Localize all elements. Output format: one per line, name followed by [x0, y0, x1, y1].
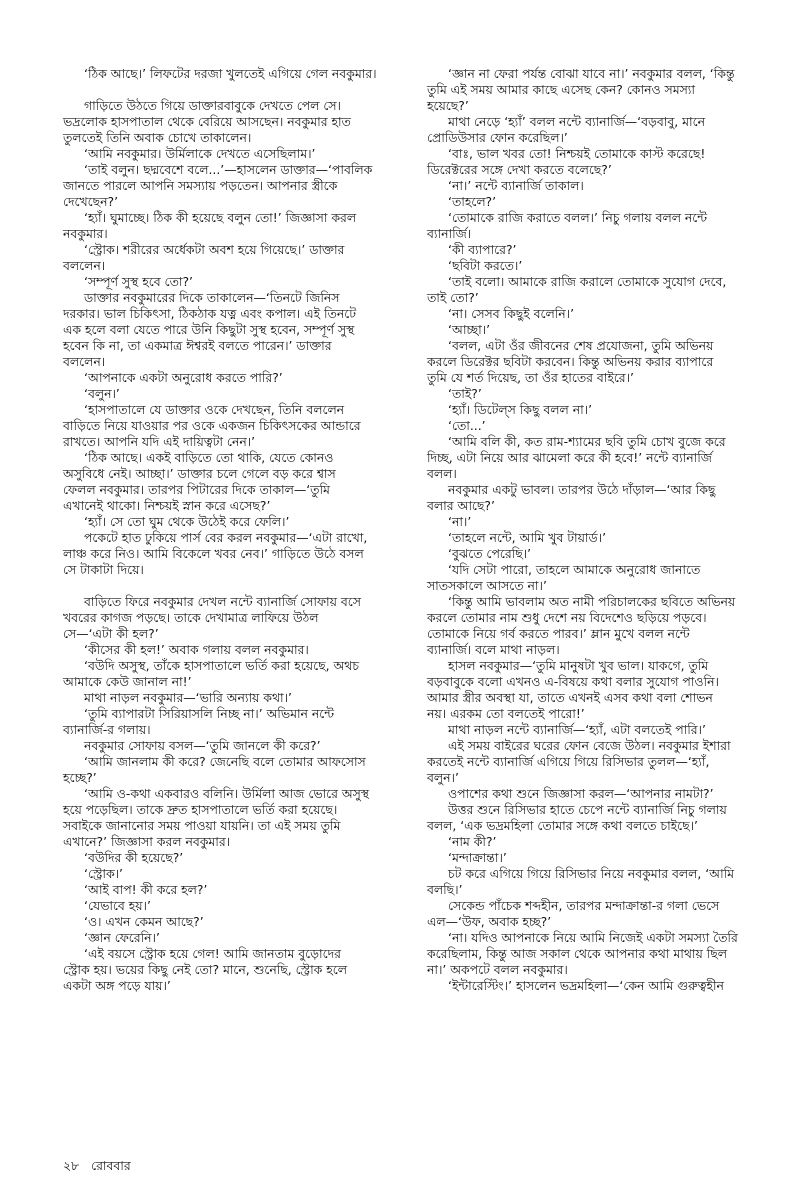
paragraph: ‘এই বয়সে স্ট্রোক হয়ে গেল! আমি জানতাম বুড়োদের স্ট্রোক হয়। ভয়ের কিছু নেই তো? মানে, শুনেছি, স্ট্রোক হলে একটা অঙ্গ পড়ে যায়।’ — [63, 946, 348, 993]
paragraph: ‘তাই?’ — [448, 386, 482, 401]
paragraph: ‘কী ব্যাপারে?’ — [448, 242, 517, 257]
paragraph: ‘হ্যাঁ। সে তো ঘুম থেকে উঠেই করে ফেলি।’ — [84, 514, 290, 529]
page-number: ২৮ — [63, 1158, 80, 1173]
paragraph: ডাক্তার নবকুমারের দিকে তাকালেন—‘তিনটে জিনিস দরকার। ভাল চিকিৎসা, ঠিকঠাক যত্ন এবং কপাল। এই তিনটে এক হলে বলা যেতে পারে উনি কিছুটা সুস্থ হবেন, সম্পূর্ণ সুস্থ হবেন কি না, তা একমাত্র ঈশ্বরই বলতে পারেন।’ ডাক্তার বললেন। — [63, 290, 356, 369]
paragraph: পকেটে হাত ঢুকিয়ে পার্স বের করল নবকুমার—‘এটা রাখো, লাঞ্চ করে নিও। আমি বিকেলে খবর নেব।’ গাড়িতে উঠে বসল সে টাকাটা দিয়ে। — [63, 530, 368, 577]
paragraph: ‘তো...’ — [448, 418, 486, 433]
paragraph: ‘সম্পূর্ণ সুস্থ হবে তো?’ — [84, 274, 193, 289]
paragraph: ‘হ্যাঁ। ঘুমাচ্ছে। ঠিক কী হয়েছে বলুন তো!’ জিজ্ঞাসা করল নবকুমার। — [63, 210, 357, 241]
magazine-name: রোববার — [91, 1158, 131, 1173]
paragraph: গাড়িতে উঠতে গিয়ে ডাক্তারবাবুকে দেখতে পেল সে। ভদ্রলোক হাসপাতাল থেকে বেরিয়ে আসছেন। নবকুমার হাত তুলতেই তিনি অবাক চোখে তাকালেন। — [63, 98, 351, 145]
paragraph: ‘হাসপাতালে যে ডাক্তার ওকে দেখছেন, তিনি বললেন বাড়িতে নিয়ে যাওয়ার পর ওকে একজন চিকিৎসকের আন্ডারে রাখতে। আপনি যদি এই দায়িত্বটা নেন।’ — [63, 402, 361, 449]
paragraph: ‘মন্দাক্রান্তা।’ — [448, 850, 507, 865]
paragraph: ‘না।’ নন্টে ব্যানার্জি তাকাল। — [448, 178, 584, 193]
paragraph: ‘তাই বলো। আমাকে রাজি করালে তোমাকে সুযোগ দেবে, তাই তো?’ — [427, 274, 727, 305]
paragraph: নবকুমার সোফায় বসল—‘তুমি জানলে কী করে?’ — [84, 738, 321, 753]
paragraph: ‘ও। এখন কেমন আছে?’ — [84, 914, 204, 929]
paragraph: ‘আপনাকে একটা অনুরোধ করতে পারি?’ — [84, 370, 283, 385]
paragraph: ‘তোমাকে রাজি করাতে বলল।’ নিচু গলায় বলল নন্টে ব্যানার্জি। — [427, 210, 708, 241]
paragraph: উত্তর শুনে রিসিভার হাতে চেপে নন্টে ব্যানার্জি নিচু গলায় বলল, ‘এক ভদ্রমহিলা তোমার সঙ্গে কথা বলতে চাইছে।’ — [427, 802, 727, 833]
paragraph: মাথা নাড়ল নবকুমার—‘ভারি অন্যায় কথা।’ — [84, 690, 292, 705]
paragraph: ‘তাই বলুন। ছদ্মবেশে বলে...’—হাসলেন ডাক্তার—‘পাবলিক জানতে পারলে আপনি সমস্যায় পড়তেন। আপনার স্ত্রীকে দেখেছেন?’ — [63, 162, 373, 209]
paragraph: ‘ঠিক আছে।’ লিফটের দরজা খুলতেই এগিয়ে গেল নবকুমার। — [84, 66, 377, 81]
paragraph: ‘বাঃ, ভাল খবর তো! নিশ্চয়ই তোমাকে কাস্ট করেছে! ডিরেক্টরের সঙ্গে দেখা করতে বলেছে?’ — [427, 146, 706, 177]
paragraph: ‘আমি ও-কথা একবারও বলিনি। উর্মিলা আজ ভোরে অসুস্থ হয়ে পড়েছিল। তাকে দ্রুত হাসপাতালে ভর্তি করা হয়েছে। সবাইকে জানানোর সময় পাওয়া যায়নি। তা এই সময় তুমি এখানে?’ জিজ্ঞাসা করল নবকুমার। — [63, 786, 370, 849]
paragraph: ‘স্ট্রোক।’ — [84, 866, 123, 881]
paragraph: ‘নাম কী?’ — [448, 834, 497, 849]
paragraph: ‘না।’ — [448, 514, 472, 529]
paragraph: হাসল নবকুমার—‘তুমি মানুষটা খুব ভাল। যাকগে, তুমি বড়বাবুকে বলো এখনও এ-বিষয়ে কথা বলার সুযোগ পাওনি। আমার স্ত্রীর অবস্থা যা, তাতে এখনই এসব কথা বলা শোভন নয়। এরকম তো বলতেই পারো!’ — [427, 658, 719, 721]
paragraph: ‘যদি সেটা পারো, তাহলে আমাকে অনুরোধ জানাতে সাতসকালে আসতে না।’ — [427, 562, 701, 593]
section-break — [63, 82, 401, 98]
paragraph: ‘কীসের কী হল!’ অবাক গলায় বলল নবকুমার। — [84, 642, 309, 657]
paragraph: ‘হ্যাঁ। ডিটেল্স কিছু বলল না।’ — [448, 402, 593, 417]
paragraph: ‘যেভাবে হয়।’ — [84, 898, 151, 913]
paragraph: মাথা নেড়ে ‘হ্যাঁ’ বলল নন্টে ব্যানার্জি—‘বড়বাবু, মানে প্রোডিউসার ফোন করেছিল।’ — [427, 114, 705, 145]
right-text-column — [427, 66, 765, 994]
paragraph: ‘ঠিক আছে। একই বাড়িতে তো থাকি, যেতে কোনও অসুবিধে নেই। আচ্ছা।’ ডাক্তার চলে গেলে বড় করে শ্বাস ফেলল নবকুমার। তারপর পিটারের দিকে তাকাল—‘তুমি এখানেই থাকো। নিশ্চয়ই স্নান করে এসেছ?’ — [63, 450, 336, 513]
paragraph: ‘বউদি অসুস্থ, তাঁকে হাসপাতালে ভর্তি করা হয়েছে, অথচ আমাকে কেউ জানাল না!’ — [63, 658, 359, 689]
paragraph: ‘আমি জানলাম কী করে? জেনেছি বলে তোমার আফসোস হচ্ছে?’ — [63, 754, 366, 785]
paragraph: ‘বলল, এটা ওঁর জীবনের শেষ প্রযোজনা, তুমি অভিনয় করলে ডিরেক্টর ছবিটা করবেন। কিন্তু অভিনয় করার ব্যাপারে তুমি যে শর্ত দিয়েছ, তা ওঁর হাতের বাইরে।’ — [427, 338, 714, 385]
paragraph: বাড়িতে ফিরে নবকুমার দেখল নন্টে ব্যানার্জি সোফায় বসে খবরের কাগজ পড়ছে। তাকে দেখামাত্র লাফিয়ে উঠল সে—‘এটা কী হল?’ — [63, 594, 361, 641]
paragraph: ‘তাহলে নন্টে, আমি খুব টায়ার্ড।’ — [448, 530, 607, 545]
paragraph: ‘তুমি ব্যাপারটা সিরিয়াসলি নিচ্ছ না।’ অভিমান নন্টে ব্যানার্জি-র গলায়। — [63, 706, 335, 737]
paragraph: ‘বুঝতে পেরেছি।’ — [448, 546, 532, 561]
paragraph: ‘না। সেসব কিছুই বলেনি।’ — [448, 306, 575, 321]
paragraph: ওপাশের কথা শুনে জিজ্ঞাসা করল—‘আপনার নামটা?’ — [448, 786, 714, 801]
paragraph: নবকুমার একটু ভাবল। তারপর উঠে দাঁড়াল—‘আর কিছু বলার আছে?’ — [427, 482, 716, 513]
paragraph: ‘আই বাপ! কী করে হল?’ — [84, 882, 208, 897]
paragraph: ‘কিন্তু আমি ভাবলাম অত নামী পরিচালকের ছবিতে অভিনয় করলে তোমার নাম শুধু দেশে নয় বিদেশেও ছড়িয়ে পড়বে। তোমাকে নিয়ে গর্ব করতে পারব।’ ম্লান মুখে বলল নন্টে ব্যানার্জি। বলে মাথা নাড়ল। — [427, 594, 736, 657]
paragraph: চট করে এগিয়ে গিয়ে রিসিভার নিয়ে নবকুমার বলল, ‘আমি বলছি।’ — [427, 866, 735, 897]
section-break — [63, 578, 401, 594]
paragraph: ‘না। যদিও আপনাকে নিয়ে আমি নিজেই একটা সমস্যা তৈরি করেছিলাম, কিন্তু আজ সকাল থেকে আপনার কথা মাথায় ছিল না।’ অকপটে বলল নবকুমার। — [427, 930, 738, 977]
paragraph: এই সময় বাইরের ঘরের ফোন বেজে উঠল। নবকুমার ইশারা করতেই নন্টে ব্যানার্জি এগিয়ে গিয়ে রিসিভার তুলল—‘হ্যাঁ, বলুন।’ — [427, 738, 731, 785]
left-text-column — [63, 66, 401, 994]
paragraph: সেকেন্ড পাঁচেক শব্দহীন, তারপর মন্দাক্রান্তা-র গলা ভেসে এল—‘উফ, অবাক হচ্ছ?’ — [427, 898, 720, 929]
paragraph: ‘জ্ঞান ফেরেনি।’ — [84, 930, 160, 945]
paragraph: ‘স্ট্রোক। শরীরের অর্ধেকটা অবশ হয়ে গিয়েছে।’ ডাক্তার বললেন। — [63, 242, 345, 273]
paragraph: মাথা নাড়ল নন্টে ব্যানার্জি—‘হ্যাঁ, এটা বলতেই পারি।’ — [448, 722, 706, 737]
paragraph: ‘ইন্টারেস্টিং।’ হাসলেন ভদ্রমহিলা—‘কেন আমি গুরুত্বহীন — [448, 978, 724, 993]
paragraph: ‘বলুন।’ — [84, 386, 120, 401]
paragraph: ‘বউদির কী হয়েছে?’ — [84, 850, 184, 865]
paragraph: ‘আমি নবকুমার। উর্মিলাকে দেখতে এসেছিলাম।’ — [84, 146, 316, 161]
paragraph: ‘জ্ঞান না ফেরা পর্যন্ত বোঝা যাবে না।’ নবকুমার বলল, ‘কিন্তু তুমি এই সময় আমার কাছে এসেছ কেন? কোনও সমস্যা হয়েছে?’ — [427, 66, 735, 113]
paragraph: ‘ছবিটা করতে।’ — [448, 258, 523, 273]
page-footer — [63, 1158, 139, 1174]
paragraph: ‘আচ্ছা।’ — [448, 322, 491, 337]
paragraph: ‘তাহলে?’ — [448, 194, 497, 209]
paragraph: ‘আমি বলি কী, কত রাম-শ্যামের ছবি তুমি চোখ বুজে করে দিচ্ছ, এটা নিয়ে আর ঝামেলা করে কী হবে!’ নন্টে ব্যানার্জি বলল। — [427, 434, 726, 481]
